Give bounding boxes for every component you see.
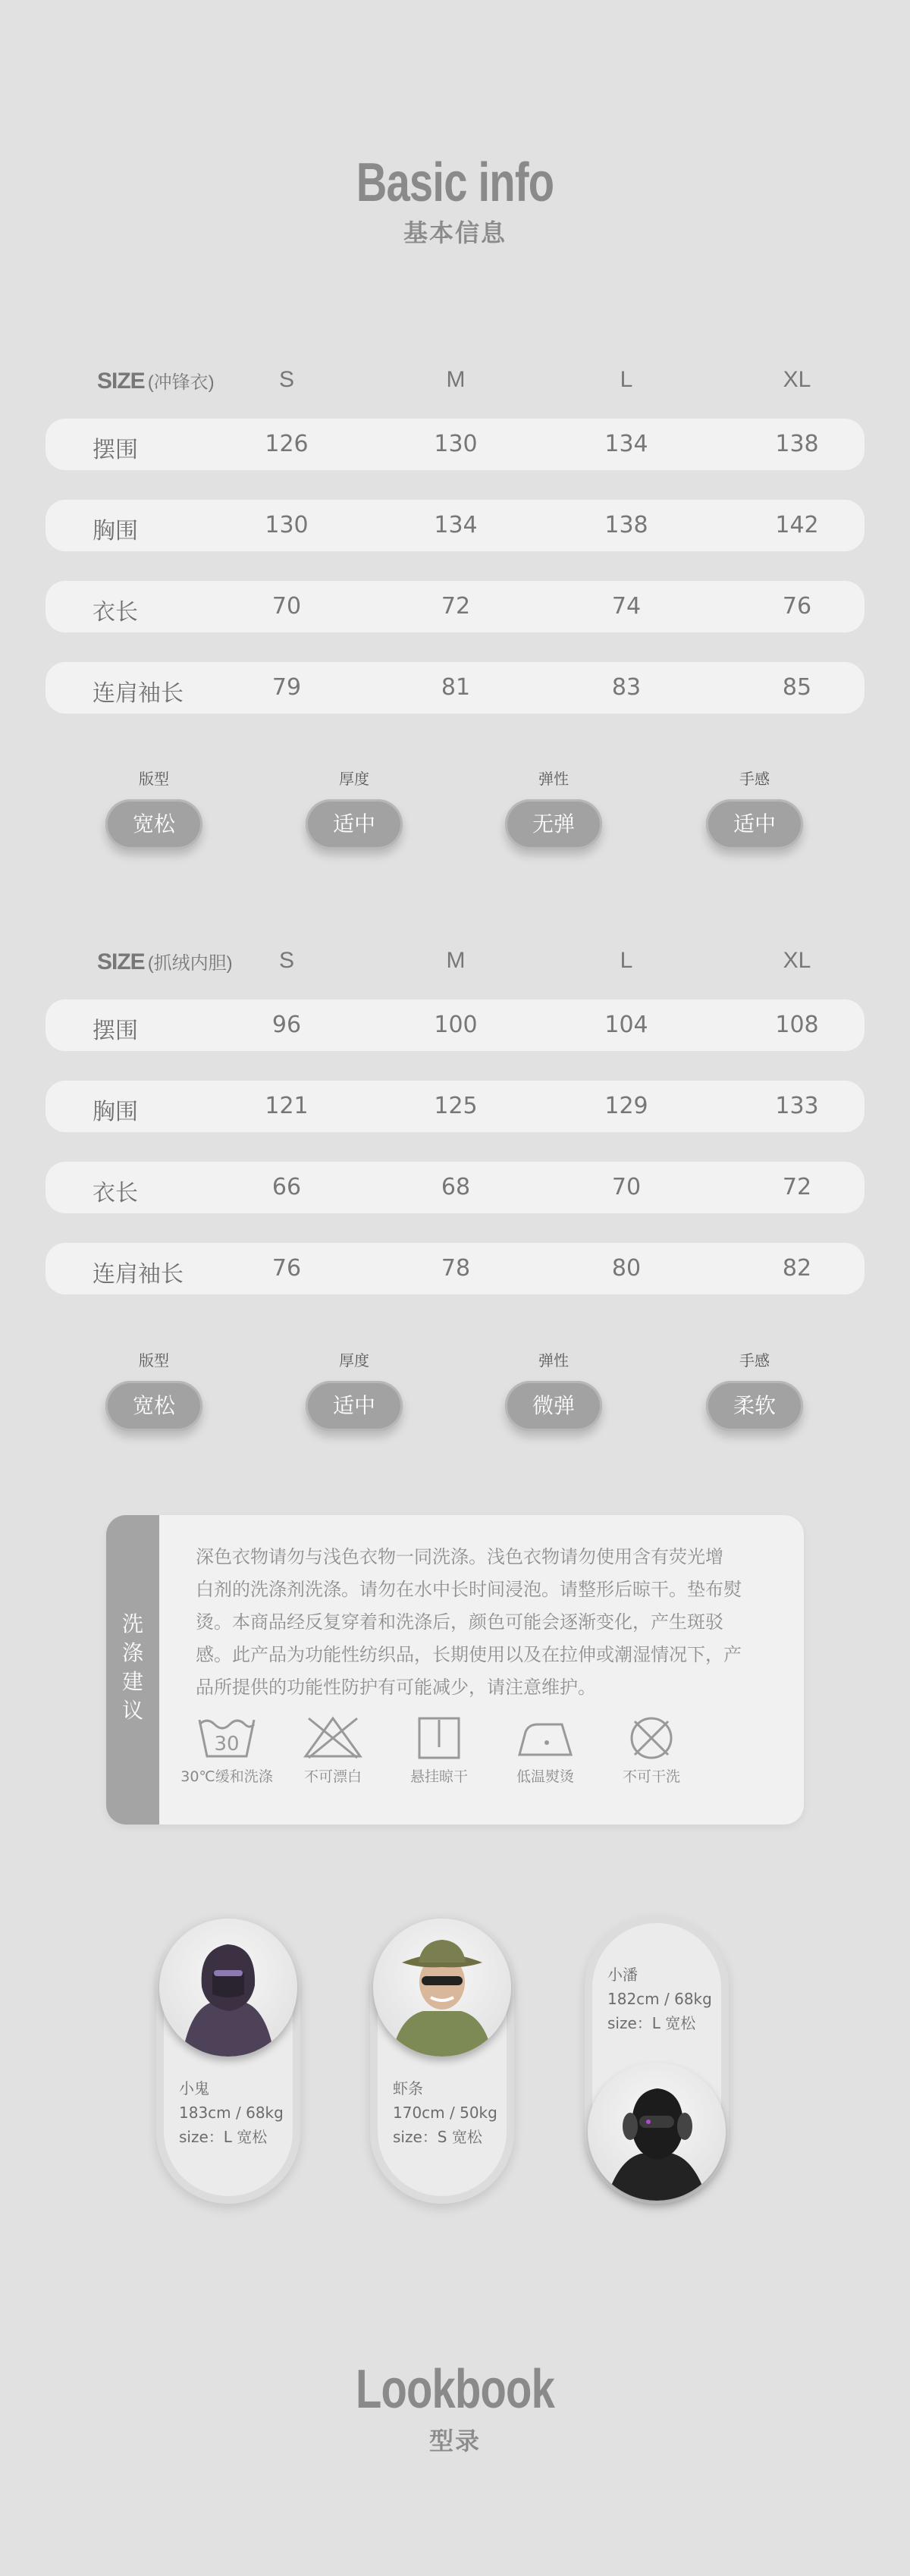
cell: 70 (611, 1174, 642, 1200)
row-label: 摆围 (93, 1018, 138, 1044)
col-l: L (620, 948, 633, 973)
row-label: 连肩袖长 (93, 680, 184, 707)
model-photo (159, 1919, 297, 2057)
cell: 134 (604, 431, 648, 457)
care-icon-label: 低温熨烫 (516, 1768, 574, 1785)
size-label: SIZE (冲锋衣) (97, 369, 215, 394)
care-side-char: 洗 (121, 1611, 143, 1636)
attr-pill: 适中 (306, 799, 403, 849)
table-row (46, 1243, 864, 1294)
model-card (156, 1916, 300, 2204)
table-row (46, 662, 864, 714)
model-info (607, 1963, 721, 2035)
table-row (46, 1081, 864, 1132)
attr-pill: 适中 (306, 1381, 403, 1431)
model-name: 小鬼 (179, 2079, 209, 2098)
care-line: 烫。本商品经反复穿着和洗涤后，颜色可能会逐渐变化，产生斑驳 (196, 1611, 723, 1633)
cell: 100 (434, 1012, 478, 1038)
col-xl: XL (783, 948, 811, 973)
no-dry-clean-icon (621, 1714, 682, 1761)
size-label: SIZE (抓绒内胆) (97, 949, 233, 974)
attr-label: 手感 (739, 770, 770, 788)
model-card (370, 1916, 514, 2204)
attr-feel (686, 767, 823, 849)
attr-label: 版型 (139, 770, 169, 788)
care-icon-bleach (284, 1714, 382, 1786)
col-m: M (446, 948, 466, 973)
col-l: L (620, 367, 633, 392)
care-icon-hang (390, 1714, 488, 1786)
model-body: 182cm / 68kg (607, 1990, 712, 2008)
table-row (46, 500, 864, 551)
attr-label: 厚度 (339, 770, 369, 788)
attr-label: 手感 (739, 1351, 770, 1370)
liner-size-header (0, 939, 910, 984)
care-icon-label: 不可干洗 (622, 1768, 680, 1785)
table-row (46, 1162, 864, 1213)
model-body: 170cm / 50kg (393, 2104, 497, 2122)
col-s: S (278, 367, 294, 392)
cell: 83 (611, 674, 642, 701)
basic-info-title: Basic info (356, 152, 554, 213)
cell: 130 (434, 431, 478, 457)
cell: 130 (265, 512, 309, 538)
care-icon-label: 不可漂白 (303, 1768, 362, 1785)
care-panel (106, 1515, 804, 1825)
jacket-size-header (0, 358, 910, 403)
care-line: 感。此产品为功能性纺织品，长期使用以及在拉伸或潮湿情况下，产 (196, 1644, 742, 1665)
cell: 66 (271, 1174, 302, 1200)
col-s: S (278, 948, 294, 973)
attr-label: 版型 (139, 1351, 169, 1370)
care-side-char: 涤 (121, 1640, 143, 1665)
row-label: 连肩袖长 (93, 1261, 184, 1288)
model-info (179, 2076, 293, 2149)
cell: 108 (775, 1012, 819, 1038)
care-icon-dryclean (602, 1714, 701, 1786)
cell: 79 (271, 674, 302, 701)
model-size: size：L 宽松 (179, 2128, 268, 2146)
care-side-char: 议 (121, 1698, 143, 1723)
cell: 96 (271, 1012, 302, 1038)
model-info (393, 2076, 507, 2149)
attr-feel (686, 1349, 823, 1431)
care-line: 品所提供的功能性防护有可能减少，请注意维护。 (196, 1677, 596, 1698)
model-figure-icon (159, 1919, 297, 2057)
cell: 80 (611, 1255, 642, 1282)
attr-label: 厚度 (339, 1351, 369, 1370)
cell: 82 (782, 1255, 812, 1282)
attr-pill: 宽松 (105, 799, 202, 849)
row-label: 摆围 (93, 437, 138, 463)
cell: 70 (271, 593, 302, 620)
attr-pill: 适中 (706, 799, 803, 849)
attr-pill: 无弹 (505, 799, 602, 849)
care-icon-label: 悬挂晾干 (410, 1768, 468, 1785)
attr-elasticity (485, 1349, 622, 1431)
model-figure-icon (373, 1919, 511, 2057)
care-icon-iron (496, 1714, 595, 1786)
attr-pill: 宽松 (105, 1381, 202, 1431)
cell: 78 (441, 1255, 471, 1282)
table-row (46, 419, 864, 470)
cell: 74 (611, 593, 642, 620)
care-icon-label: 30℃缓和洗涤 (180, 1768, 273, 1785)
attr-pill: 微弹 (505, 1381, 602, 1431)
basic-info-subtitle: 基本信息 (403, 218, 507, 247)
no-bleach-icon (303, 1714, 363, 1761)
lookbook-subtitle: 型录 (428, 2427, 481, 2455)
row-label: 衣长 (93, 599, 138, 626)
cell: 72 (782, 1174, 812, 1200)
model-size: size：S 宽松 (393, 2128, 482, 2146)
attr-fit (86, 767, 222, 849)
wash-30-icon (196, 1714, 257, 1761)
model-name: 小潘 (607, 1966, 638, 1984)
cell: 126 (265, 431, 309, 457)
col-xl: XL (783, 367, 811, 392)
row-label: 衣长 (93, 1180, 138, 1206)
cell: 125 (434, 1093, 478, 1119)
cell: 138 (775, 431, 819, 457)
cell: 76 (271, 1255, 302, 1282)
cell: 133 (775, 1093, 819, 1119)
cell: 104 (604, 1012, 648, 1038)
attr-thickness (286, 1349, 422, 1431)
hang-dry-icon (409, 1714, 469, 1761)
model-size: size：L 宽松 (607, 2014, 696, 2032)
cell: 142 (775, 512, 819, 538)
model-body: 183cm / 68kg (179, 2104, 284, 2122)
cell: 81 (441, 674, 471, 701)
attr-label: 弹性 (538, 770, 569, 788)
row-label: 胸围 (93, 518, 138, 544)
care-side-char: 建 (121, 1669, 143, 1694)
attr-pill: 柔软 (706, 1381, 803, 1431)
cell: 138 (604, 512, 648, 538)
care-line: 深色衣物请勿与浅色衣物一同洗涤。浅色衣物请勿使用含有荧光增 (196, 1546, 723, 1567)
cell: 134 (434, 512, 478, 538)
cell: 129 (604, 1093, 648, 1119)
model-name: 虾条 (393, 2079, 423, 2098)
cell: 85 (782, 674, 812, 701)
attr-thickness (286, 767, 422, 849)
care-text (196, 1541, 772, 1704)
attr-fit (86, 1349, 222, 1431)
attr-elasticity (485, 767, 622, 849)
model-photo (373, 1919, 511, 2057)
col-m: M (446, 367, 466, 392)
table-row (46, 999, 864, 1051)
cell: 68 (441, 1174, 471, 1200)
row-label: 胸围 (93, 1099, 138, 1125)
model-figure-icon (588, 2063, 726, 2201)
cell: 76 (782, 593, 812, 620)
cell: 121 (265, 1093, 309, 1119)
wash-temp: 30 (214, 1733, 240, 1756)
table-row (46, 581, 864, 632)
cell: 72 (441, 593, 471, 620)
care-side-label (106, 1515, 159, 1825)
model-photo (588, 2063, 726, 2201)
attr-label: 弹性 (538, 1351, 569, 1370)
model-card (585, 1916, 729, 2204)
low-iron-icon (515, 1714, 576, 1761)
lookbook-title: Lookbook (355, 2359, 555, 2420)
care-icon-wash (177, 1714, 276, 1786)
care-line: 白剂的洗涤剂洗涤。请勿在水中长时间浸泡。请整形后晾干。垫布熨 (196, 1579, 742, 1600)
